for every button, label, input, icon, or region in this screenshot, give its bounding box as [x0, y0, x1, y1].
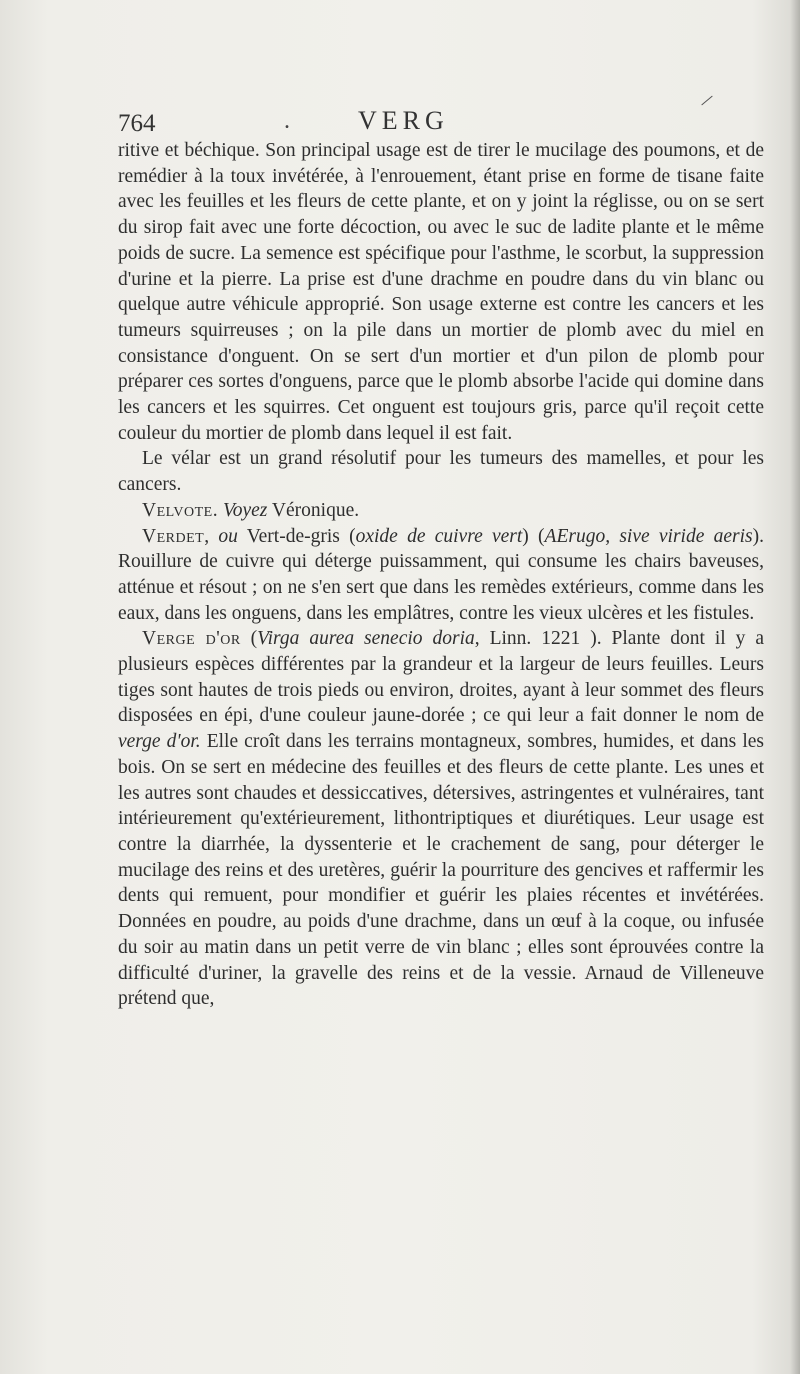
entry-text: ). Rouillure de cuivre qui déterge puissamment, qui consume les chairs baveuses, atténue et résout ; on ne s'en sert que dans les remèdes extérieurs, comme dans les eaux, dans les onguens, dans les emplâtres, contre les vieux ulcères et les fistules. — [118, 525, 765, 624]
latin-name: AErugo, sive viride aeris — [544, 525, 753, 547]
entry-term: Verdet — [142, 525, 205, 547]
cross-reference-target: Véronique. — [271, 499, 360, 521]
entry-velvote — [118, 498, 764, 524]
running-head: VERG — [358, 106, 449, 135]
header-dot: . — [284, 108, 290, 134]
paragraph-text: ritive et béchique. Son principal usage est de tirer le mucilage des poumons, et de remédier à la toux invétérée, à l'enrouement, étant prise en forme de tisane faite avec les feuilles et les fleurs de cette plante, et on y joint la réglisse, ou on se sert du sirop fait avec une forte décoction, ou avec le suc de ladite plante et le même poids de sucre. La semence est spécifique pour l'asthme, le scorbut, la suppression d'urine et la pierre. La prise est d'une drachme en poudre dans du vin blanc ou quelque autre véhicule approprié. Son usage externe est contre les cancers et les tumeurs squirreuses ; on la pile dans un mortier de plomb avec du miel en consistance d'onguent. On se sert d'un mortier et d'un pilon de plomb pour préparer ces sortes d'onguens, parce que le plomb absorbe l'acide qui domine dans les cancers et les squirres. Cet onguent est toujours gris, parce qu'il reçoit cette couleur du mortier de plomb dans lequel il est fait. — [118, 140, 764, 444]
entry-text: ( — [240, 628, 258, 650]
body-text — [118, 138, 764, 1012]
entry-text: , — [204, 525, 219, 547]
entry-italic: ou — [218, 525, 238, 547]
entry-verdet — [118, 524, 764, 627]
entry-italic: oxide de cuivre vert — [355, 525, 523, 547]
page-header — [118, 106, 738, 142]
paragraph-continuation — [118, 138, 764, 446]
paragraph-velar — [118, 446, 764, 497]
entry-text: ) ( — [522, 525, 545, 547]
paragraph-text: Le vélar est un grand résolutif pour les tumeurs des mamelles, et pour les cancers. — [118, 448, 764, 496]
entry-verge-dor — [118, 626, 764, 1012]
entry-text: Elle croît dans les terrains montagneux, sombres, humides, et dans les bois. On se sert en médecine des feuilles et des fleurs de cette plante. Les unes et les autres sont chaudes et dessiccatives, détersives, astringentes et vulnéraires, tant intérieurement qu'extérieurement, lithontriptiques et diurétiques. Leur usage est contre la diarrhée, la dyssenterie et le crachement de sang, pour déterger le mucilage des reins et des uretères, guérir la pourriture des gencives et raffermir les dents qui remuent, pour mondifier et guérir les plaies récentes et invétérées. Données en poudre, au poids d'une drachme, dans un œuf à la coque, ou infusée du soir au matin dans un petit verre de vin blanc ; elles sont éprouvées contre la difficulté d'uriner, la gravelle des reins et de la vessie. Arnaud de Villeneuve prétend que, — [118, 731, 764, 1010]
page-edge-shadow — [790, 0, 800, 1374]
page-number: 764 — [118, 110, 156, 137]
entry-text: Vert-de-gris ( — [237, 525, 356, 547]
entry-italic: verge d'or. — [118, 731, 201, 753]
latin-name: Virga aurea senecio doria — [257, 628, 475, 650]
entry-term: Velvote. — [142, 499, 219, 521]
entry-text: , Linn. 1221 ). Plante dont il y a plusieurs espèces différentes par la grandeur et la largeur de leurs feuilles. Leurs tiges sont hautes de trois pieds ou environ, droites, ayant à leur sommet des fleurs disposées en épi, d'une couleur jaune-dorée ; ce qui leur a fait donner le nom de — [118, 628, 764, 727]
cross-reference-label: Voyez — [222, 499, 268, 521]
pencil-mark — [701, 96, 712, 106]
entry-term: Verge d'or — [142, 628, 241, 650]
